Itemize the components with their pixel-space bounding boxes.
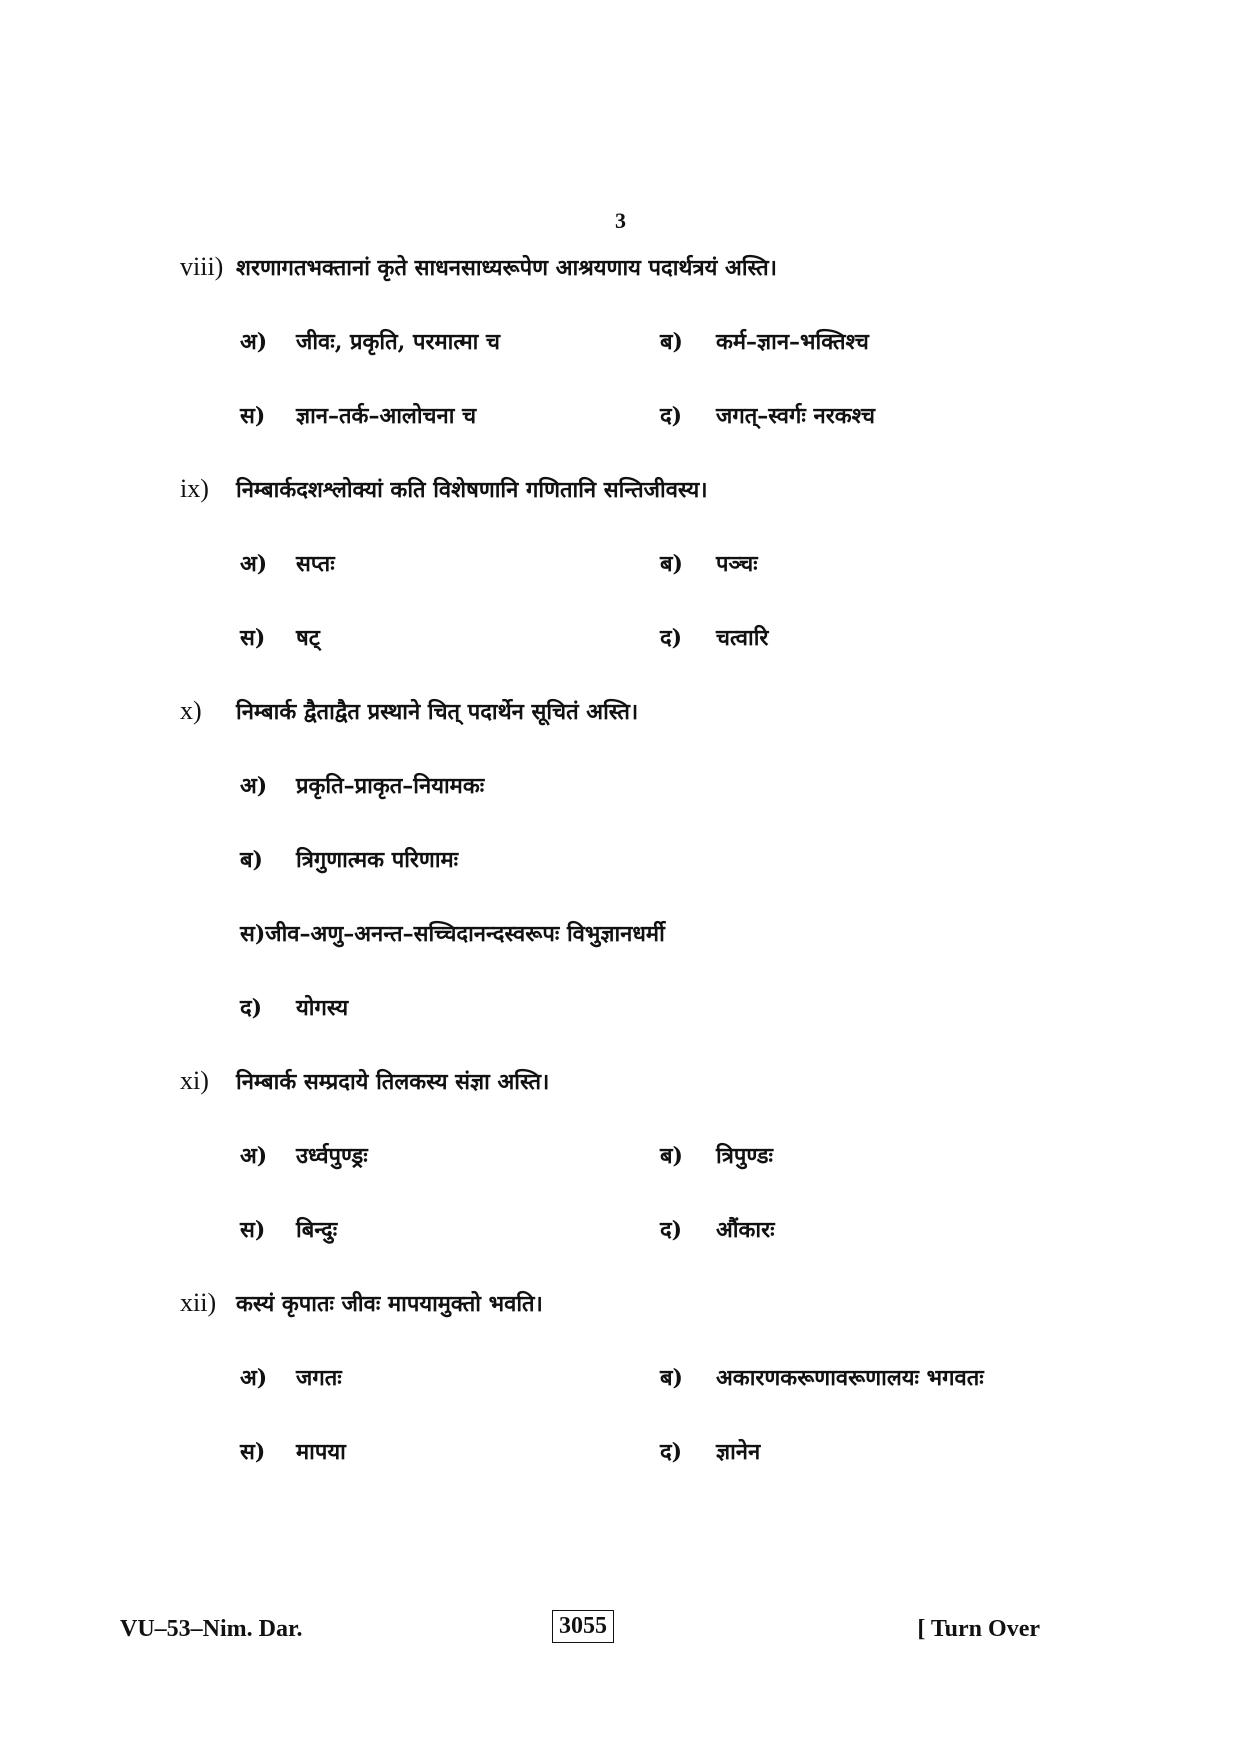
option-text: उर्ध्वपुण्ड्रः bbox=[296, 1143, 368, 1169]
option-text: ज्ञानेन bbox=[716, 1439, 761, 1465]
option-text: प्रकृति–प्राकृत–नियामकः bbox=[296, 773, 485, 799]
option-a bbox=[240, 548, 660, 578]
option-letter: अ) bbox=[240, 1143, 268, 1169]
option-d bbox=[660, 622, 1080, 652]
option-letter: द) bbox=[660, 1217, 683, 1243]
option-text: षट् bbox=[296, 625, 320, 651]
page-number: 3 bbox=[615, 208, 626, 233]
option-d bbox=[240, 992, 660, 1022]
option-text: त्रिपुण्डः bbox=[716, 1143, 774, 1169]
option-text: त्रिगुणात्मक परिणामः bbox=[296, 847, 459, 873]
option-a bbox=[240, 1362, 660, 1392]
option-letter: स) bbox=[240, 625, 266, 651]
option-b bbox=[240, 844, 660, 874]
question-number: xii) bbox=[180, 1288, 217, 1317]
option-c bbox=[240, 622, 660, 652]
question-list bbox=[180, 252, 1140, 1510]
question-number: xi) bbox=[180, 1066, 209, 1095]
option-text: चत्वारि bbox=[716, 625, 769, 651]
option-c bbox=[240, 1214, 660, 1244]
option-letter: स) bbox=[240, 1439, 266, 1465]
question-xi bbox=[180, 1066, 1140, 1254]
option-text: जीव–अणु–अनन्त–सच्चिदानन्दस्वरूपः विभुज्ञानधर्मी bbox=[265, 921, 665, 947]
question-text: कस्यं कृपातः जीवः मापयामुक्तो भवति। bbox=[236, 1291, 543, 1317]
option-text: मापया bbox=[296, 1439, 346, 1465]
option-letter: ब) bbox=[660, 329, 683, 355]
question-x bbox=[180, 696, 1140, 1032]
option-letter: द) bbox=[660, 625, 683, 651]
option-a bbox=[240, 1140, 660, 1170]
paper-code: VU–53–Nim. Dar. bbox=[120, 1616, 303, 1642]
option-text: जगतः bbox=[296, 1365, 342, 1391]
turn-over-label: [ Turn Over bbox=[917, 1616, 1040, 1642]
option-d bbox=[660, 400, 1080, 430]
option-text: सप्तः bbox=[296, 551, 335, 577]
option-a bbox=[240, 770, 660, 800]
option-letter: द) bbox=[660, 403, 683, 429]
option-letter: ब) bbox=[660, 1143, 683, 1169]
option-b bbox=[660, 326, 1080, 356]
option-text: पञ्चः bbox=[716, 551, 758, 577]
option-text: बिन्दुः bbox=[296, 1217, 338, 1243]
option-letter: ब) bbox=[660, 551, 683, 577]
option-letter: अ) bbox=[240, 773, 268, 799]
question-text: निम्बार्कदशश्लोक्यां कति विशेषणानि गणितानि सन्तिजीवस्य। bbox=[236, 477, 708, 503]
option-letter: द) bbox=[240, 995, 263, 1021]
question-number: x) bbox=[180, 696, 202, 725]
option-text: ज्ञान–तर्क–आलोचना च bbox=[296, 403, 477, 429]
option-b bbox=[660, 548, 1080, 578]
option-letter: अ) bbox=[240, 329, 268, 355]
option-text: योगस्य bbox=[296, 995, 349, 1021]
question-xii bbox=[180, 1288, 1140, 1476]
option-b bbox=[660, 1140, 1080, 1170]
option-letter: अ) bbox=[240, 551, 268, 577]
option-b bbox=[660, 1362, 1080, 1392]
question-text: निम्बार्क सम्प्रदाये तिलकस्य संज्ञा अस्ति। bbox=[236, 1069, 550, 1095]
option-letter: अ) bbox=[240, 1365, 268, 1391]
option-text: जीवः, प्रकृति, परमात्मा च bbox=[296, 329, 501, 355]
option-c bbox=[240, 918, 665, 948]
option-d bbox=[660, 1436, 1080, 1466]
option-letter: स) bbox=[240, 921, 266, 947]
option-text: कर्म–ज्ञान–भक्तिश्च bbox=[716, 329, 869, 355]
page-footer bbox=[120, 1610, 1040, 1650]
paper-number-box: 3055 bbox=[552, 1610, 614, 1643]
option-c bbox=[240, 400, 660, 430]
option-d bbox=[660, 1214, 1080, 1244]
option-text: जगत्–स्वर्गः नरकश्च bbox=[716, 403, 875, 429]
question-number: viii) bbox=[180, 252, 224, 281]
option-letter: ब) bbox=[240, 847, 263, 873]
question-text: निम्बार्क द्वैताद्वैत प्रस्थाने चित् पदार्थेन सूचितं अस्ति। bbox=[236, 699, 639, 725]
option-letter: स) bbox=[240, 1217, 266, 1243]
question-viii bbox=[180, 252, 1140, 440]
option-a bbox=[240, 326, 660, 356]
option-text: अकारणकरूणावरूणालयः भगवतः bbox=[716, 1365, 984, 1391]
option-letter: स) bbox=[240, 403, 266, 429]
option-c bbox=[240, 1436, 660, 1466]
question-number: ix) bbox=[180, 474, 209, 503]
question-ix bbox=[180, 474, 1140, 662]
question-text: शरणागतभक्तानां कृते साधनसाध्यरूपेण आश्रयणाय पदार्थत्रयं अस्ति। bbox=[236, 255, 777, 281]
option-text: औंकारः bbox=[716, 1217, 775, 1243]
option-letter: ब) bbox=[660, 1365, 683, 1391]
option-letter: द) bbox=[660, 1439, 683, 1465]
